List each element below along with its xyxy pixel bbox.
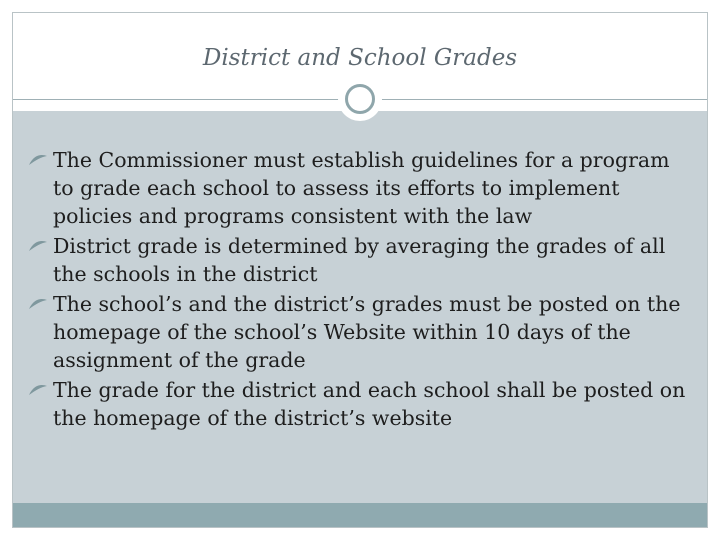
bullet-item	[28, 146, 688, 230]
slide-title: District and School Grades	[202, 45, 518, 71]
footer-bar	[13, 503, 707, 527]
leaf-bullet-icon	[28, 239, 48, 253]
bullet-text: District grade is determined by averaging the grades of all the schools in the district	[53, 234, 666, 286]
leaf-bullet-icon	[28, 153, 48, 167]
bullet-list	[28, 146, 688, 434]
leaf-bullet-icon	[28, 383, 48, 397]
bullet-text: The Commissioner must establish guidelines for a program to grade each school to assess its efforts to implement policies and programs consistent with the law	[53, 148, 670, 228]
leaf-bullet-icon	[28, 297, 48, 311]
circle-ring-icon	[340, 79, 380, 119]
bullet-text: The school’s and the district’s grades must be posted on the homepage of the school’s Website within 10 days of the assignment of the grade	[53, 292, 681, 372]
bullet-text: The grade for the district and each school shall be posted on the homepage of the district’s website	[53, 378, 686, 430]
bullet-item	[28, 232, 688, 288]
circle-ring-inner	[345, 84, 375, 114]
bullet-item	[28, 376, 688, 432]
bullet-item	[28, 290, 688, 374]
